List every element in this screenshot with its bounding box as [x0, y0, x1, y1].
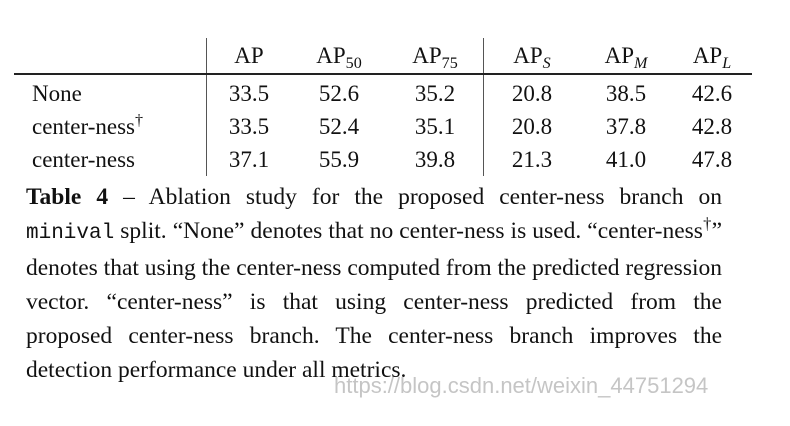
table-cell: 35.2 — [414, 81, 456, 106]
col-ap — [207, 38, 292, 74]
col-base: AP — [412, 43, 442, 68]
table-cell: 33.5 — [207, 110, 292, 143]
table-cell: 33.5 — [207, 74, 292, 110]
row-label — [14, 110, 207, 143]
ablation-table — [14, 38, 752, 176]
table-cell: 42.6 — [691, 81, 733, 106]
caption-text: ” denotes that using the center-ness computed from the predicted regression vector. “center-ness” is that using center-ness predicted from the proposed center-ness branch. The center-ness branch improves the detection performance under all metrics. — [26, 218, 722, 383]
table-cell: 39.8 — [414, 147, 456, 172]
row-label — [14, 143, 207, 176]
table-cell: 21.3 — [484, 143, 581, 176]
table-cell: 35.1 — [414, 114, 456, 139]
col-ap50 — [291, 38, 387, 74]
col-ap75 — [387, 38, 484, 74]
col-sub: S — [542, 54, 551, 72]
caption-text: split. “None” denotes that no center-ness is used. “center-ness — [114, 218, 703, 244]
col-base: AP — [692, 43, 723, 68]
table-cell: 37.1 — [207, 143, 292, 176]
caption-dagger: † — [702, 213, 712, 233]
col-base: AP — [316, 43, 346, 68]
row-label-text: center-ness — [32, 114, 135, 139]
col-sub: L — [722, 54, 732, 72]
row-label — [14, 74, 207, 110]
table-cell: 20.8 — [484, 74, 581, 110]
row-label-text: None — [32, 81, 82, 106]
table-cell: 37.8 — [605, 114, 647, 139]
table-cell: 41.0 — [605, 147, 647, 172]
table-row — [14, 110, 752, 143]
table-cell: 52.6 — [318, 81, 360, 106]
watermark: https://blog.csdn.net/weixin_44751294 — [334, 373, 709, 398]
table-cell: 47.8 — [691, 147, 733, 172]
caption-code: minival — [26, 222, 115, 245]
col-aps — [484, 38, 581, 74]
table-caption — [26, 180, 722, 387]
col-apm — [580, 38, 672, 74]
col-sub: 50 — [345, 54, 362, 72]
table-cell: 20.8 — [484, 110, 581, 143]
table-header — [14, 38, 752, 74]
row-label-text: center-ness — [32, 147, 135, 172]
col-base: AP — [513, 43, 543, 68]
col-sub: M — [634, 54, 648, 72]
row-label-mark: † — [134, 112, 144, 130]
header-row — [14, 38, 752, 74]
table-cell: 52.4 — [318, 114, 360, 139]
caption-label: Table 4 — [26, 184, 109, 210]
table-row — [14, 143, 752, 176]
col-base: AP — [604, 43, 634, 68]
col-sub: 75 — [441, 54, 458, 72]
table-cell: 38.5 — [605, 81, 647, 106]
caption-text: – Ablation study for the proposed center-ness branch on — [108, 184, 722, 210]
table-cell: 55.9 — [318, 147, 360, 172]
table-body — [14, 74, 752, 176]
table-cell: 42.8 — [691, 114, 733, 139]
col-base: AP — [234, 43, 264, 68]
table-row — [14, 74, 752, 110]
col-apl — [672, 38, 752, 74]
corner-cell — [14, 38, 207, 74]
